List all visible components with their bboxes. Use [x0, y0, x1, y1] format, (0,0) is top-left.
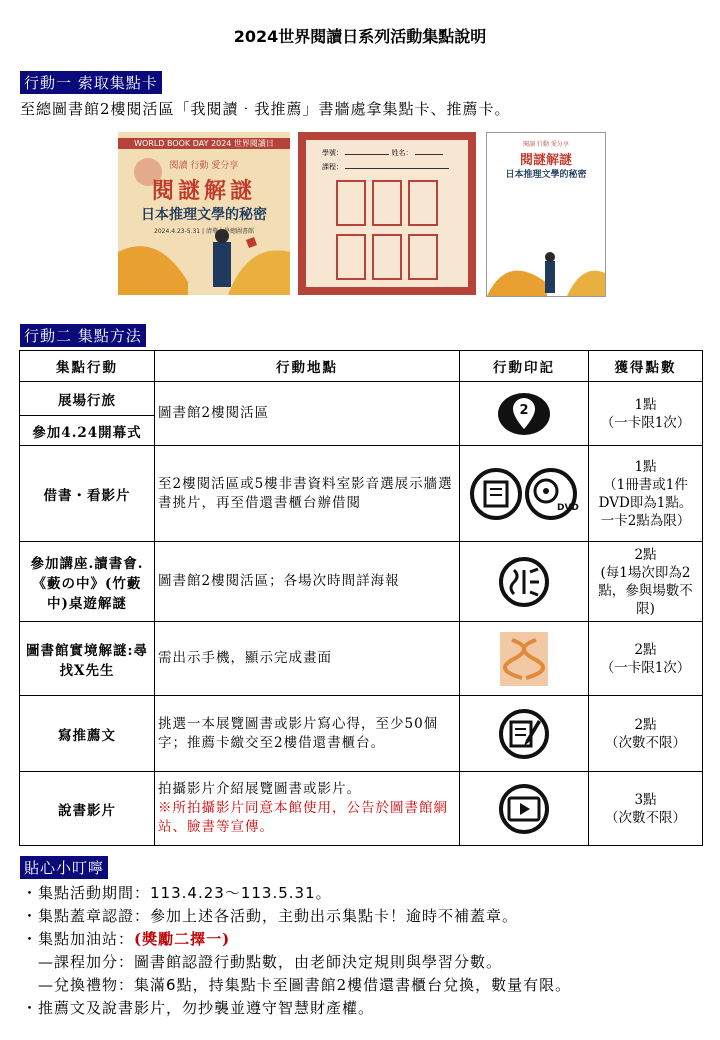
row-action: 借書・看影片 [20, 446, 155, 542]
card-field-id: 學號： [322, 149, 343, 157]
row-location: 需出示手機，顯示完成畫面 [155, 622, 460, 696]
tip-prefix: ・集點活動期間： [22, 884, 151, 902]
table-row [20, 382, 703, 416]
table-row [20, 772, 703, 846]
writing-stamp [460, 696, 589, 772]
row-points-cell [589, 696, 703, 772]
row-location: 至2樓閱活區或5樓非書資料室影音選展示牆選書挑片，再至借還書櫃台辦借閱 [155, 446, 460, 542]
row-action: 展場行旅 [20, 382, 155, 416]
table-row [20, 622, 703, 696]
map-pin-icon [494, 389, 554, 439]
section1-text: 至總圖書館2樓閱活區「我閱讀‧我推薦」書牆處拿集點卡、推薦卡。 [20, 100, 511, 118]
stamp-card [298, 132, 476, 295]
row-points-cell [589, 542, 703, 622]
row-location: 挑選一本展覽圖書或影片寫心得，至少50個字；推薦卡繳交至2樓借還書櫃台。 [155, 696, 460, 772]
table-row [20, 696, 703, 772]
points-table [19, 350, 703, 846]
writing-icon [494, 708, 554, 760]
tip-item: ・推薦文及說書影片，勿抄襲並遵守智慧財產權。 [22, 999, 375, 1017]
table-row [20, 542, 703, 622]
tip-suffix: 點，持集點卡至圖書館2樓借還書櫃台兌換，數量有限。 [176, 976, 572, 994]
row-points-cell [589, 622, 703, 696]
small-card-tagline: 閱讀 行動 愛分享 [523, 141, 569, 148]
header-location: 行動地點 [155, 351, 460, 382]
row-action: 說書影片 [20, 772, 155, 846]
row-points-note: (每1場次即為2點，參與場數不限) [598, 564, 693, 617]
tip-item [22, 882, 571, 905]
x-sign-icon [498, 630, 550, 688]
header-points: 獲得點數 [589, 351, 703, 382]
row-points-note: （一卡限1次） [600, 414, 691, 431]
small-card-headline: 閱謎解謎 [519, 153, 572, 168]
recommendation-card [486, 132, 606, 297]
small-card-subtitle: 日本推理文學的秘密 [505, 170, 587, 180]
row-points-cell [589, 446, 703, 542]
row-points-note: （次數不限） [605, 809, 686, 826]
row-points: 1點 [634, 396, 657, 413]
tip-item: ・集點蓋章認證：參加上述各活動，主動出示集點卡！逾時不補蓋章。 [22, 907, 519, 925]
page-title: 2024世界閱讀日系列活動集點說明 [233, 27, 487, 46]
header-stamp: 行動印記 [460, 351, 589, 382]
tip-item [22, 974, 571, 997]
book-dvd-icon [469, 466, 579, 522]
row-points-cell [589, 772, 703, 846]
header-action: 集點行動 [20, 351, 155, 382]
svg-text:2: 2 [519, 402, 529, 418]
card-field-name: 姓名： [391, 149, 413, 157]
card-field-course: 課程： [322, 163, 343, 171]
event-poster [118, 132, 290, 295]
tip-prefix: —兌換禮物：集滿 [22, 976, 167, 994]
tip-highlight: (獎勵二擇一) [134, 930, 231, 948]
tip-points-value: 6 [166, 976, 177, 994]
poster-headline: 閱謎解謎 [151, 178, 256, 204]
row-action: 圖書館實境解謎:尋找X先生 [20, 622, 155, 696]
table-row [20, 446, 703, 542]
row-points-note: （一卡限1次） [600, 659, 691, 676]
poster-banner: WORLD BOOK DAY 2024 世界閱讀日 [118, 138, 290, 149]
row-points: 2點 [634, 641, 657, 658]
collection-card-images [118, 132, 608, 297]
tip-item: —課程加分：圖書館認證行動點數，由老師決定規則與學習分數。 [22, 953, 503, 971]
row-points: 3點 [634, 791, 657, 808]
svg-text:DVD: DVD [557, 502, 579, 513]
section2-label: 行動二 集點方法 [20, 324, 146, 347]
row-location-note: ※所拍攝影片同意本館使用，公告於圖書館網站、臉書等宣傳。 [158, 800, 448, 835]
row-points: 2點 [634, 546, 657, 563]
speech-stamp [460, 542, 589, 622]
row-location: 拍攝影片介紹展覽圖書或影片。 [158, 781, 361, 797]
tip-suffix: 。 [315, 884, 332, 902]
tips-list [22, 882, 571, 1020]
row-location: 圖書館2樓閱活區 [155, 382, 460, 446]
video-stamp [460, 772, 589, 846]
row-points: 1點 [634, 458, 657, 475]
x-sign-stamp [460, 622, 589, 696]
video-icon [494, 783, 554, 835]
row-points: 2點 [634, 716, 657, 733]
row-location-cell [155, 772, 460, 846]
table-header-row [20, 351, 703, 382]
poster-date: 2024.4.23-5.31 | 清華大學總圖書館 [154, 228, 254, 235]
tip-prefix: ・集點加油站： [22, 930, 135, 948]
row-action: 參加講座.讀書會.《藪の中》(竹藪中)桌遊解謎 [20, 542, 155, 622]
section1-label: 行動一 索取集點卡 [20, 71, 162, 94]
book-dvd-stamp [460, 446, 589, 542]
stamp-grid [336, 180, 438, 280]
row-points-note: （次數不限） [605, 734, 686, 751]
map-pin-stamp [460, 382, 589, 446]
row-action-opening: 參加4.24開幕式 [20, 416, 155, 446]
poster-subtitle: 日本推理文學的秘密 [141, 207, 267, 223]
row-location: 圖書館2樓閱活區；各場次時間詳海報 [155, 542, 460, 622]
poster-tagline: 閱讀 行動 愛分享 [169, 161, 239, 171]
tip-period-value: 113.4.23～113.5.31 [150, 884, 316, 902]
row-action: 寫推薦文 [20, 696, 155, 772]
tip-item [22, 928, 571, 951]
row-points-note: （1冊書或1件DVD即為1點。一卡2點為限） [598, 476, 693, 529]
row-points-cell [589, 382, 703, 446]
tips-label: 貼心小叮嚀 [20, 856, 108, 879]
speech-icon [494, 556, 554, 608]
